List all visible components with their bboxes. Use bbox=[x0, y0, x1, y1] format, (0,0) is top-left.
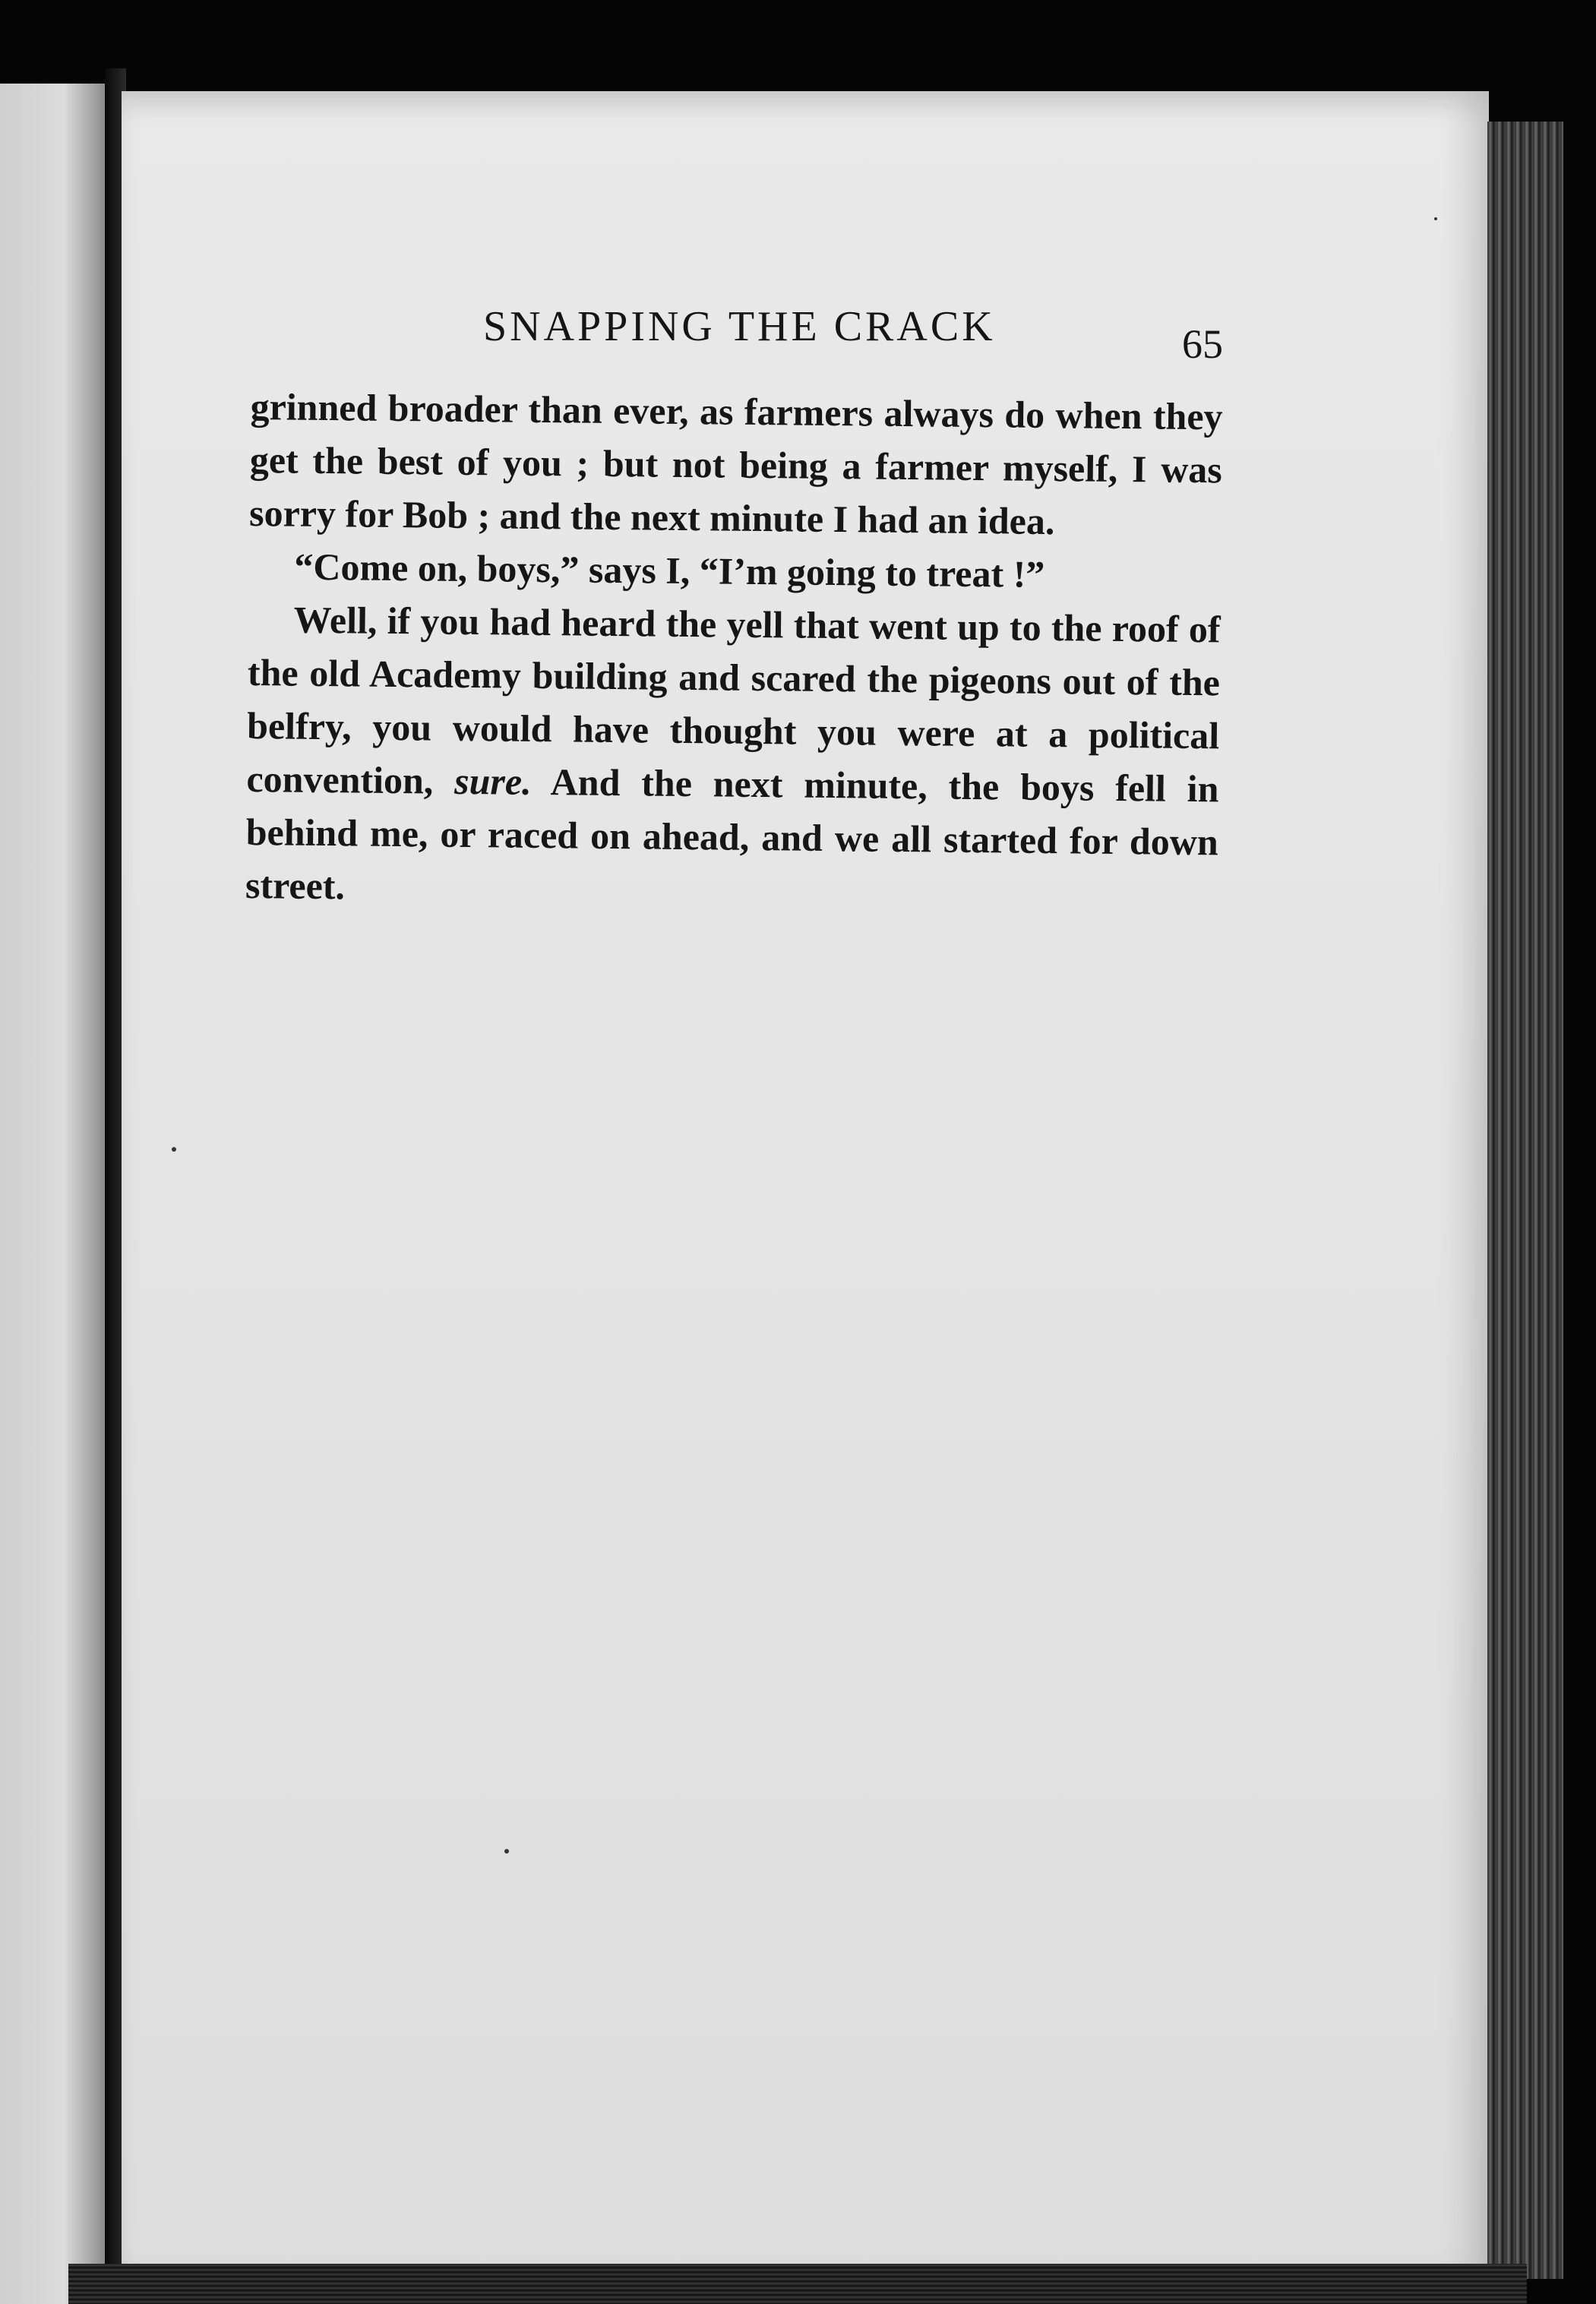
paragraph-3-emphasis: sure. bbox=[454, 759, 532, 803]
paragraph-1-text: grinned broader than ever, as farmers always do when they get the best of you ; but not being a farmer myself, I was sorry for Bob ; and the next minute I had an idea. bbox=[248, 384, 1223, 543]
facing-page-edge bbox=[0, 84, 106, 2304]
page-number: 65 bbox=[1182, 321, 1223, 367]
dust-speck bbox=[172, 1147, 176, 1152]
paragraph-3-text-after: And the next minute, the boys fell in behind me, or raced on ahead, and we all started for down street. bbox=[245, 760, 1219, 908]
page-stack-edges bbox=[1487, 122, 1563, 2279]
paragraph-2-text: “Come on, boys,” says I, “I’m going to treat !” bbox=[294, 545, 1045, 596]
paragraph-2 bbox=[248, 539, 1221, 602]
body-text bbox=[245, 380, 1223, 921]
running-head: SNAPPING THE CRACK bbox=[483, 303, 996, 350]
paragraph-3-text-before: Well, if you had heard the yell that went up to the roof of the old Academy building and scared the pigeons out of the belfry, you would have thought you were at a political convention, bbox=[246, 598, 1221, 802]
page-header bbox=[483, 302, 1243, 367]
dust-speck bbox=[504, 1849, 509, 1854]
bottom-page-edge bbox=[68, 2264, 1527, 2304]
dust-speck bbox=[1434, 217, 1437, 220]
paragraph-3 bbox=[245, 593, 1221, 921]
paragraph-1 bbox=[249, 380, 1223, 549]
